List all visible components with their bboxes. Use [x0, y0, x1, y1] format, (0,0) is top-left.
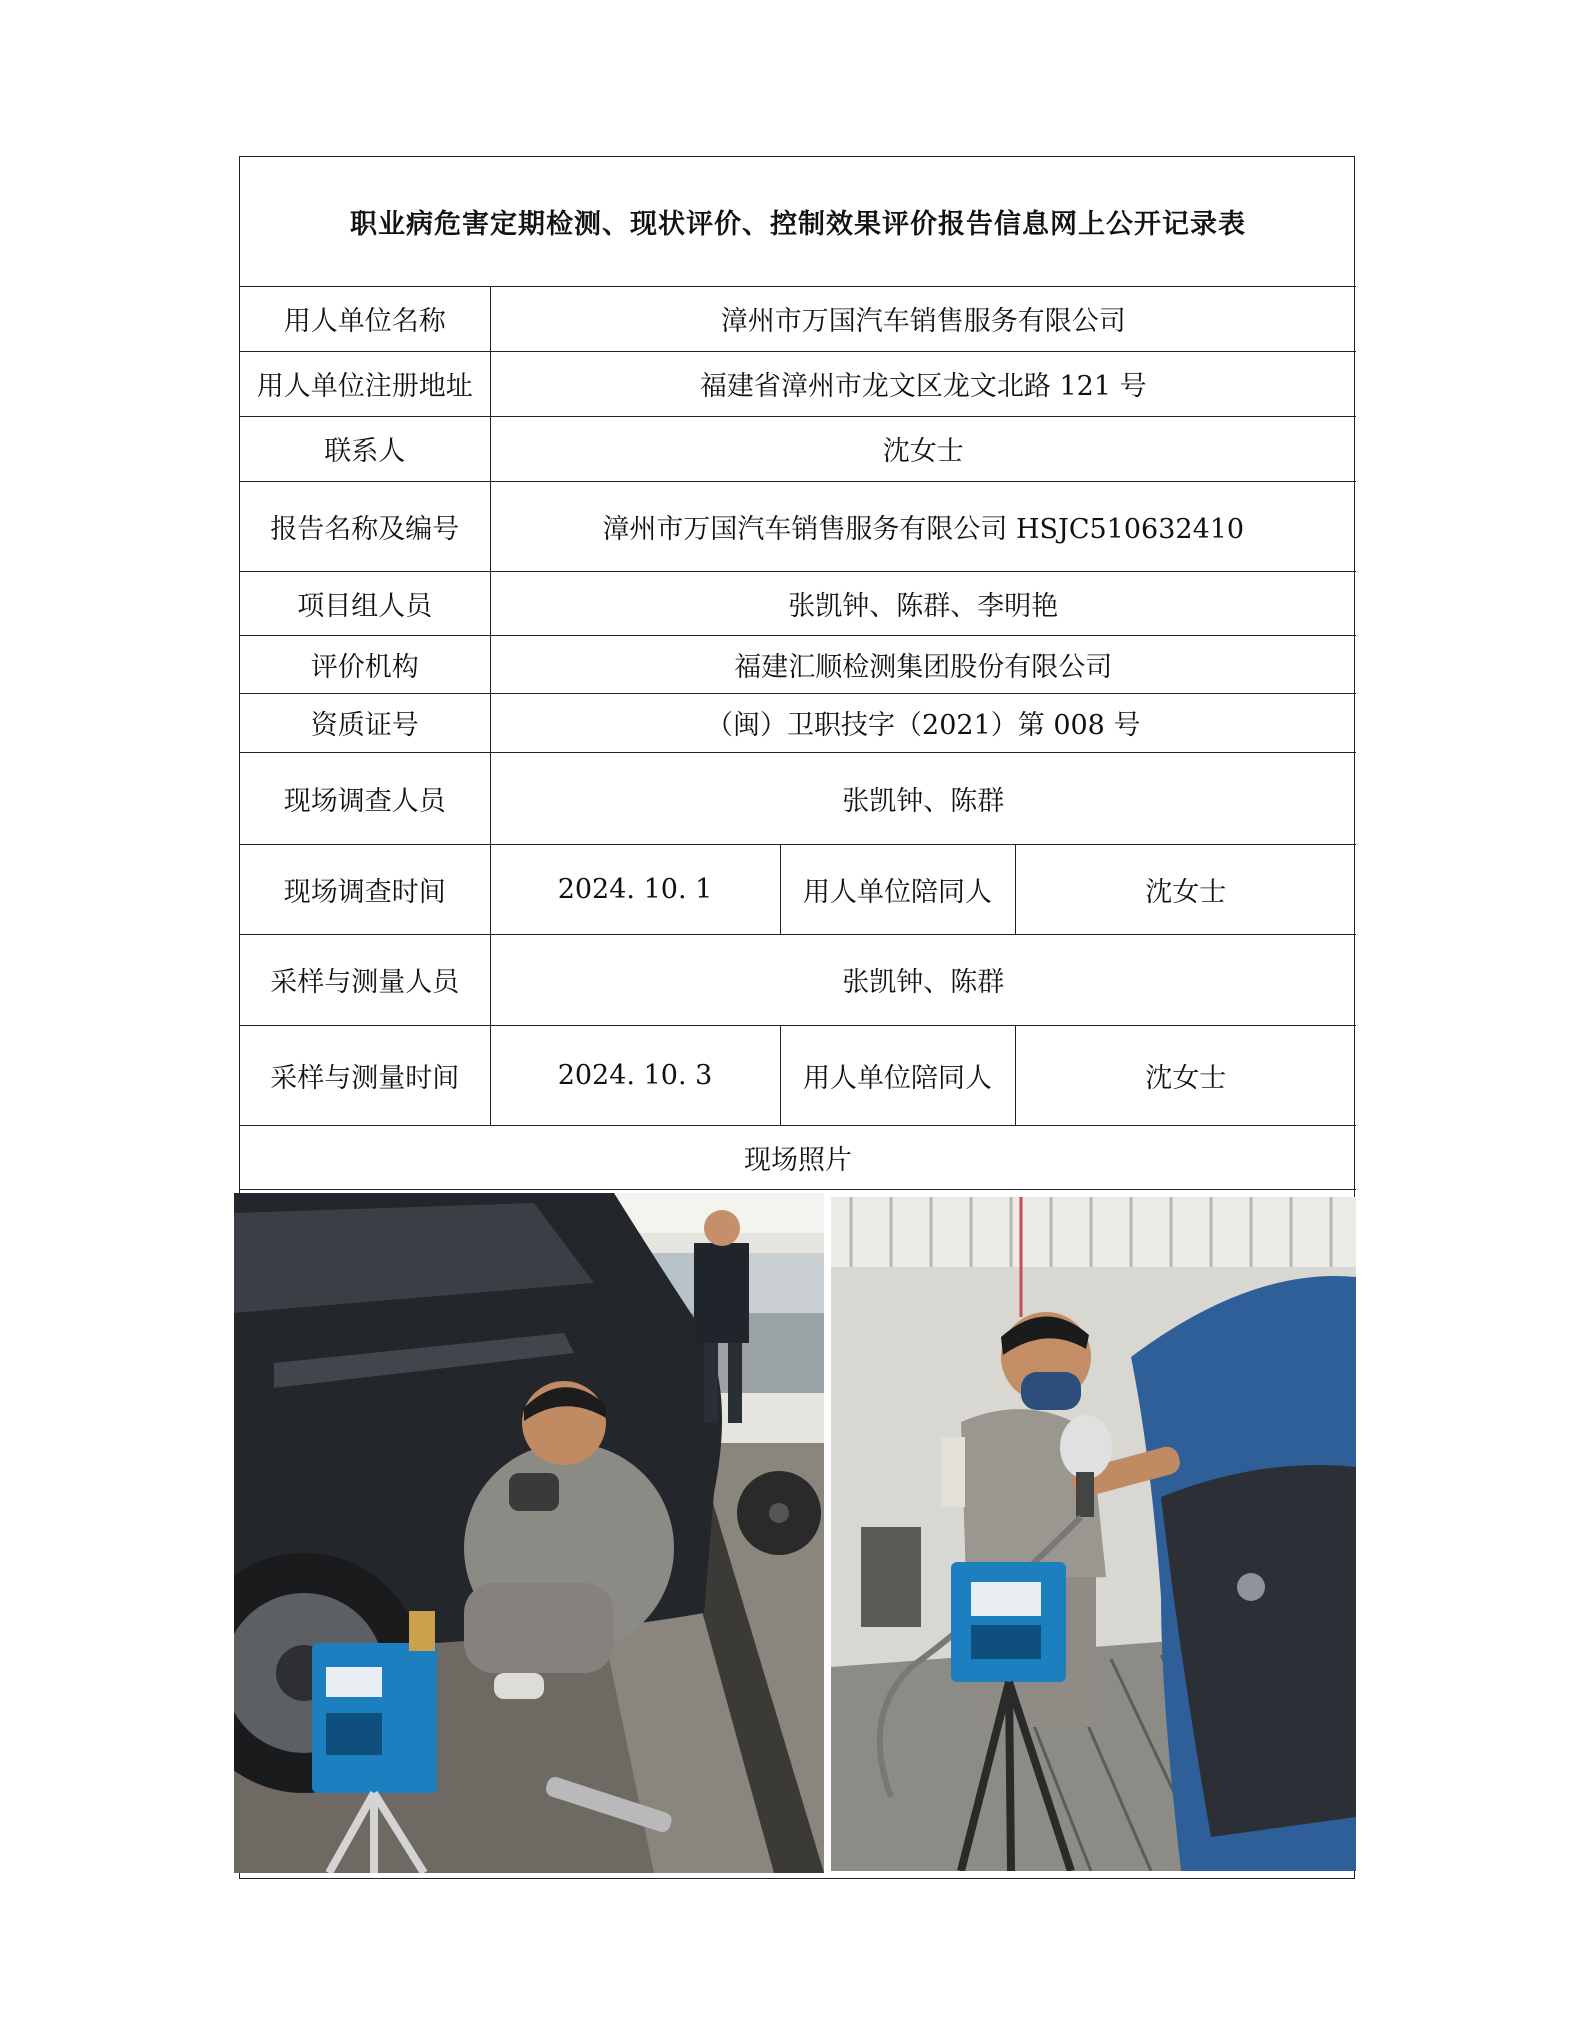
value-contact: 沈女士 — [490, 416, 1356, 481]
value-report: 漳州市万国汽车销售服务有限公司 HSJC510632410 — [490, 481, 1356, 571]
worker-spray-painting-photo — [831, 1197, 1356, 1871]
value-survey-companion: 沈女士 — [1015, 844, 1356, 934]
label-employer-address: 用人单位注册地址 — [240, 351, 490, 416]
value-team: 张凯钟、陈群、李明艳 — [490, 571, 1356, 635]
row-employer-address — [240, 351, 1356, 416]
worker-polishing-car-photo — [234, 1193, 824, 1873]
row-sampling-time — [240, 1025, 1356, 1125]
row-survey-staff — [240, 752, 1356, 844]
row-contact — [240, 416, 1356, 481]
label-contact: 联系人 — [240, 416, 490, 481]
label-sampling-staff: 采样与测量人员 — [240, 934, 490, 1025]
row-survey-time — [240, 844, 1356, 934]
label-survey-companion: 用人单位陪同人 — [780, 844, 1015, 934]
document-title: 职业病危害定期检测、现状评价、控制效果评价报告信息网上公开记录表 — [240, 157, 1356, 286]
site-photos — [234, 1193, 1356, 1873]
row-team — [240, 571, 1356, 635]
value-agency: 福建汇顺检测集团股份有限公司 — [490, 635, 1356, 693]
label-agency: 评价机构 — [240, 635, 490, 693]
row-agency — [240, 635, 1356, 693]
label-report: 报告名称及编号 — [240, 481, 490, 571]
value-sampling-companion: 沈女士 — [1015, 1025, 1356, 1125]
value-employer-name: 漳州市万国汽车销售服务有限公司 — [490, 286, 1356, 351]
row-employer-name — [240, 286, 1356, 351]
value-survey-time: 2024. 10. 1 — [490, 844, 780, 934]
row-qualification — [240, 693, 1356, 752]
label-employer-name: 用人单位名称 — [240, 286, 490, 351]
row-sampling-staff — [240, 934, 1356, 1025]
label-sampling-time: 采样与测量时间 — [240, 1025, 490, 1125]
photos-label: 现场照片 — [240, 1125, 1356, 1189]
record-sheet — [239, 156, 1355, 1879]
label-team: 项目组人员 — [240, 571, 490, 635]
label-qualification: 资质证号 — [240, 693, 490, 752]
label-survey-staff: 现场调查人员 — [240, 752, 490, 844]
record-table — [240, 157, 1356, 1190]
value-employer-address: 福建省漳州市龙文区龙文北路 121 号 — [490, 351, 1356, 416]
row-photos-label — [240, 1125, 1356, 1189]
label-sampling-companion: 用人单位陪同人 — [780, 1025, 1015, 1125]
label-survey-time: 现场调查时间 — [240, 844, 490, 934]
value-sampling-time: 2024. 10. 3 — [490, 1025, 780, 1125]
value-qualification: （闽）卫职技字（2021）第 008 号 — [490, 693, 1356, 752]
value-survey-staff: 张凯钟、陈群 — [490, 752, 1356, 844]
value-sampling-staff: 张凯钟、陈群 — [490, 934, 1356, 1025]
row-report — [240, 481, 1356, 571]
